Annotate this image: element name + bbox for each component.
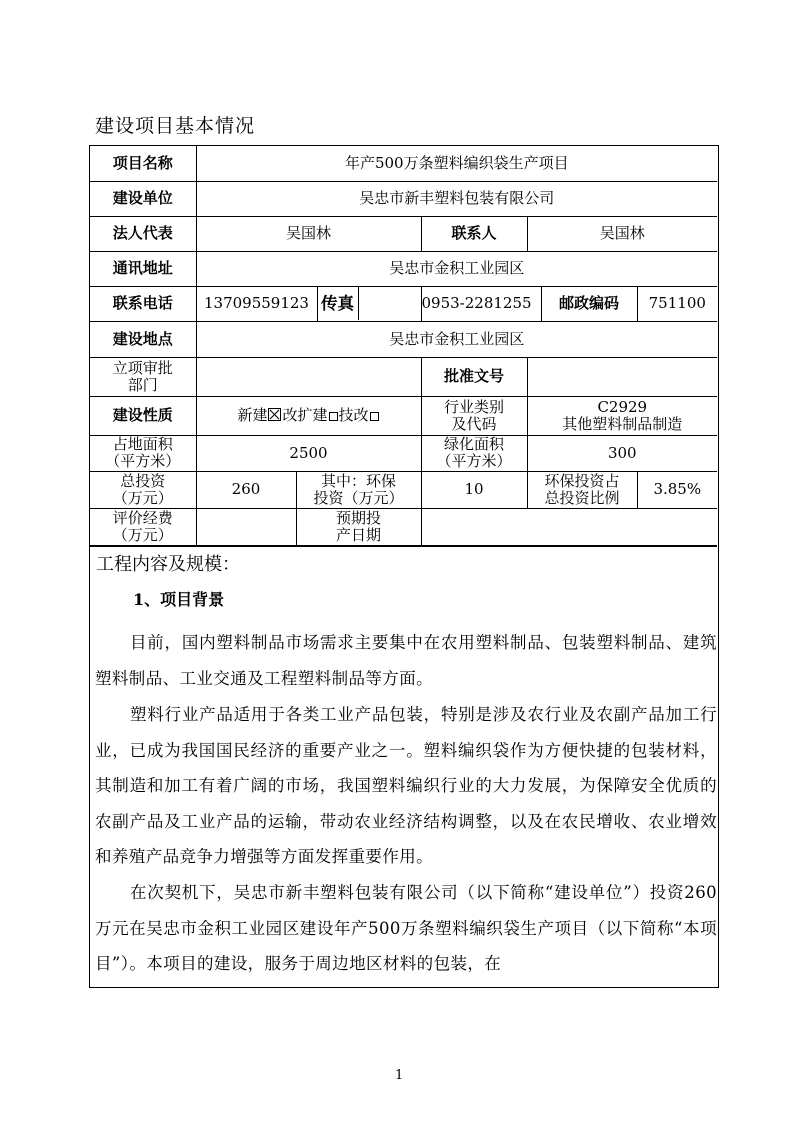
green-label-line1: 绿化面积 xyxy=(443,435,504,453)
area-value: 2500 xyxy=(196,435,421,471)
prod-date-value xyxy=(421,508,717,545)
green-label-line2: （平方米） xyxy=(436,452,512,470)
contact-value: 吴国林 xyxy=(527,216,717,251)
address-value: 吴忠市金积工业园区 xyxy=(196,251,717,286)
area-label-line1: 占地面积 xyxy=(112,435,173,453)
postcode-label: 邮政编码 xyxy=(541,286,637,321)
phone-value: 13709559123 xyxy=(196,286,317,321)
info-frame xyxy=(89,145,719,988)
approval-dept-label-line1: 立项审批 xyxy=(112,358,173,377)
address-label: 通讯地址 xyxy=(90,251,196,286)
industry-name: 其他塑料制品制造 xyxy=(562,414,683,433)
env-ratio-value: 3.85% xyxy=(637,471,717,508)
document-title: 建设项目基本情况 xyxy=(95,115,256,137)
legal-rep-value: 吴国林 xyxy=(196,216,421,251)
eval-fee-label xyxy=(90,508,196,545)
invest-value: 260 xyxy=(196,471,296,508)
prod-date-label-line2: 产日期 xyxy=(335,525,381,544)
invest-label-line1: 总投资 xyxy=(120,471,166,490)
approval-dept-value xyxy=(196,357,421,396)
env-ratio-label-line2: 总投资比例 xyxy=(544,488,620,507)
postcode-value: 751100 xyxy=(637,286,717,321)
section-subheading: 1、项目背景 xyxy=(133,590,225,609)
green-label xyxy=(421,435,527,471)
eval-fee-label-line2: （万元） xyxy=(112,525,173,544)
site-label: 建设地点 xyxy=(90,321,196,357)
fax-cell xyxy=(317,286,421,321)
invest-label-line2: （万元） xyxy=(112,488,173,507)
invest-label xyxy=(90,471,196,508)
legal-rep-label: 法人代表 xyxy=(90,216,196,251)
builder-value: 吴忠市新丰塑料包装有限公司 xyxy=(196,181,717,216)
nature-new-label: 新建 xyxy=(237,406,268,424)
nature-options xyxy=(196,396,421,435)
env-ratio-label-line1: 环保投资占 xyxy=(544,471,620,490)
approval-doc-label: 批准文号 xyxy=(421,357,527,396)
env-invest-label xyxy=(296,471,421,508)
industry-value xyxy=(527,396,717,435)
checked-box-icon xyxy=(268,408,281,421)
prod-date-label-line1: 预期投 xyxy=(335,508,381,527)
checkbox-icon xyxy=(329,412,338,421)
approval-dept-label xyxy=(90,357,196,396)
env-ratio-label xyxy=(527,471,637,508)
phone-label: 联系电话 xyxy=(90,286,196,321)
project-name-label: 项目名称 xyxy=(90,146,196,181)
eval-fee-label-line1: 评价经费 xyxy=(112,508,173,527)
industry-label xyxy=(421,396,527,435)
eval-fee-value xyxy=(196,508,296,545)
prod-date-label xyxy=(296,508,421,545)
area-label xyxy=(90,435,196,471)
site-value: 吴忠市金积工业园区 xyxy=(196,321,717,357)
approval-dept-label-line2: 部门 xyxy=(127,375,158,394)
builder-label: 建设单位 xyxy=(90,181,196,216)
industry-label-line1: 行业类别 xyxy=(443,397,504,416)
checkbox-icon xyxy=(370,412,379,421)
industry-label-line2: 及代码 xyxy=(451,414,497,433)
nature-tech-label: 技改 xyxy=(338,406,369,424)
project-info-table xyxy=(90,146,717,546)
paragraph-3: 在次契机下，吴忠市新丰塑料包装有限公司（以下简称“建设单位”）投资260万元在吴忠市金积工业园区建设年产500万条塑料编织袋生产项目（以下简称“本项目”）。本项目的建设，服务于周边地区材料的包装，在 xyxy=(95,883,717,973)
green-value: 300 xyxy=(527,435,717,471)
nature-expand-label: 改扩建 xyxy=(282,406,328,424)
fax-label: 传真 xyxy=(321,294,354,313)
contact-label: 联系人 xyxy=(421,216,527,251)
project-content-section xyxy=(90,546,717,973)
area-label-line2: （平方米） xyxy=(105,452,181,470)
env-invest-value: 10 xyxy=(421,471,527,508)
industry-code: C2929 xyxy=(597,397,648,416)
project-name-value: 年产500万条塑料编织袋生产项目 xyxy=(196,146,717,181)
paragraph-1: 目前，国内塑料制品市场需求主要集中在农用塑料制品、包装塑料制品、建筑塑料制品、工业交通及工程塑料制品等方面。 xyxy=(95,633,717,688)
section-heading: 工程内容及规模： xyxy=(96,554,240,575)
approval-doc-value xyxy=(527,357,717,396)
nature-label: 建设性质 xyxy=(90,396,196,435)
fax-value: 0953-2281255 xyxy=(421,286,541,321)
env-invest-label-line1: 其中：环保 xyxy=(320,471,396,490)
paragraph-2: 塑料行业产品适用于各类工业产品包装，特别是涉及农行业及农副产品加工行业，已成为我国国民经济的重要产业之一。塑料编织袋作为方便快捷的包装材料，其制造和加工有着广阔的市场，我国塑料编织行业的大力发展，为保障安全优质的农副产品及工业产品的运输，带动农业经济结构调整，以及在农民增收、农业增效和养殖产品竞争力增强等方面发挥重要作用。 xyxy=(95,705,717,866)
env-invest-label-line2: 投资（万元） xyxy=(313,488,404,507)
page-number: 1 xyxy=(395,1068,404,1083)
